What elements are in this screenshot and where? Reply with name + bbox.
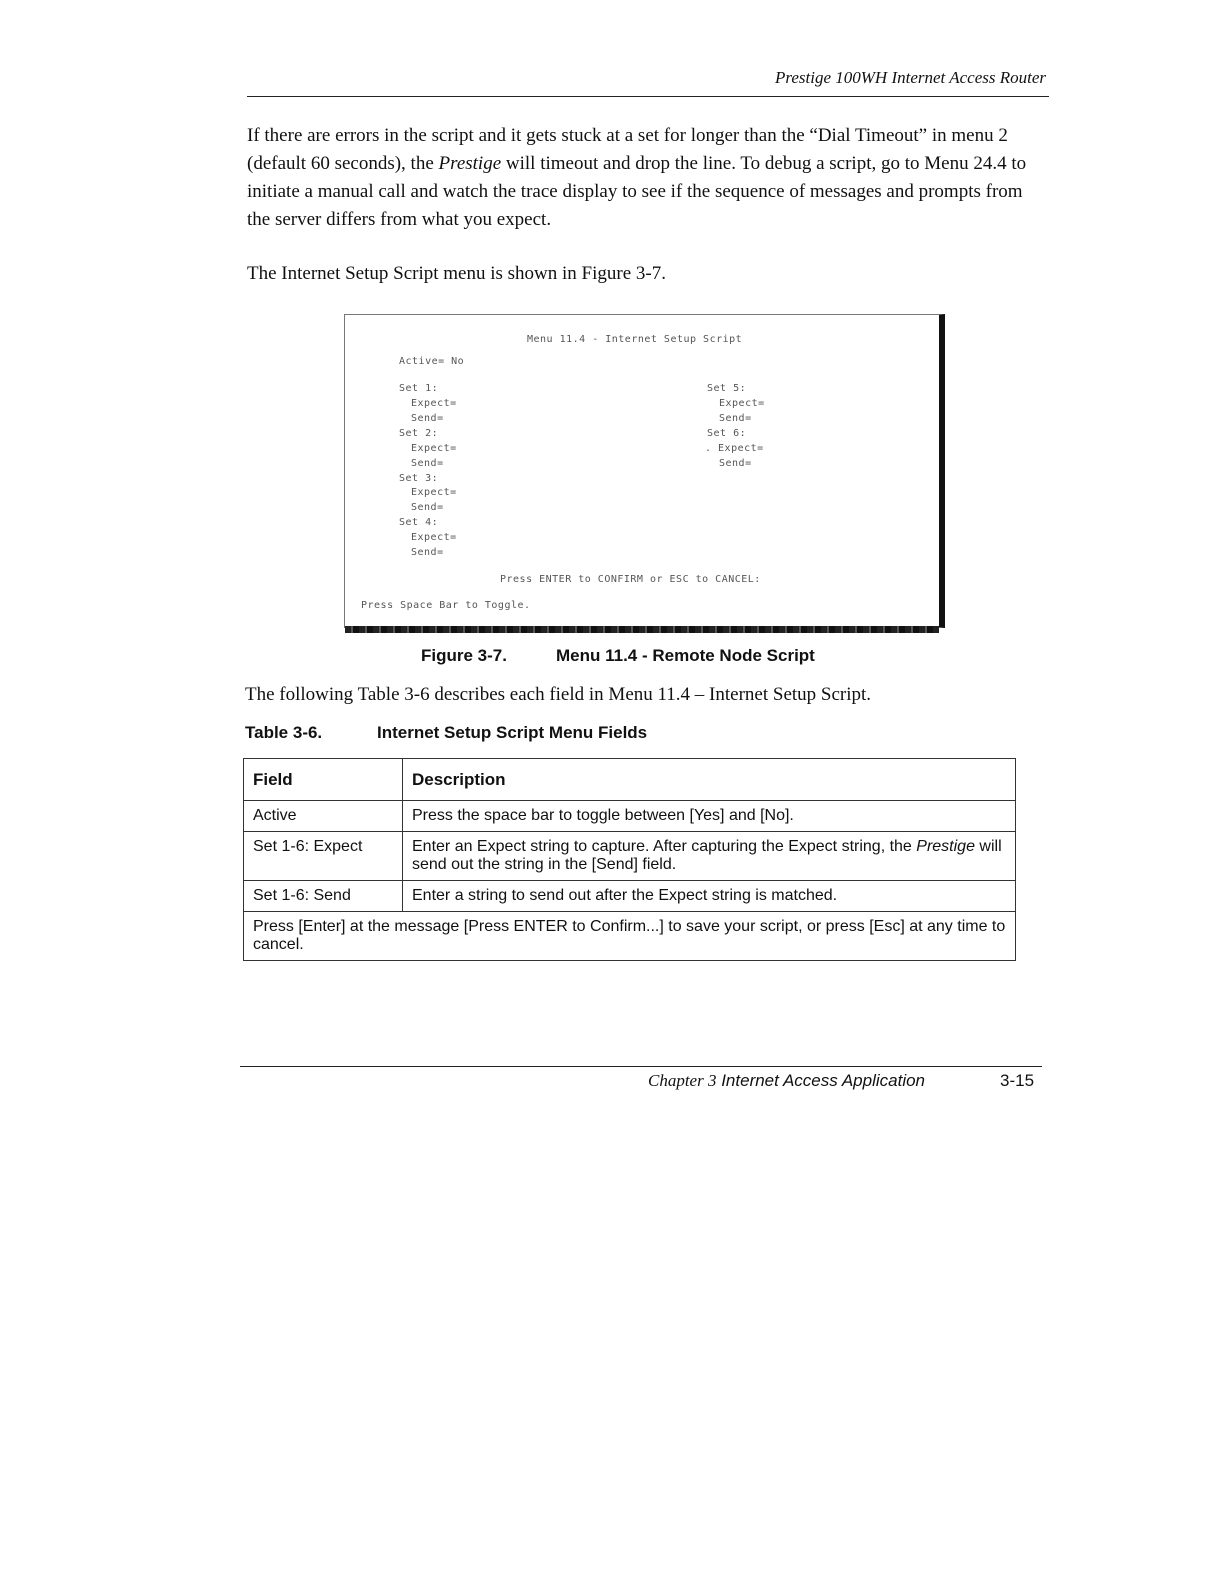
screen-bottom-border [345, 626, 939, 633]
figure-title: Menu 11.4 - Remote Node Script [556, 646, 815, 665]
description-cell [403, 832, 1016, 881]
screen-expect-field: . Expect= [705, 443, 764, 454]
table-footnote: Press [Enter] at the message [Press ENTER to Confirm...] to save your script, or press [Esc] at any time to cancel. [244, 912, 1016, 961]
screen-send-field: Send= [411, 502, 444, 513]
table-intro-text: The following Table 3-6 describes each field in Menu 11.4 – Internet Setup Script. [245, 684, 872, 705]
description-text: Enter a string to send out after the Expect string is matched. [412, 887, 838, 904]
screen-toggle-hint: Press Space Bar to Toggle. [361, 600, 531, 611]
screen-send-field: Send= [411, 413, 444, 424]
field-cell: Active [244, 801, 403, 832]
screen-set-label: Set 3: [399, 473, 439, 484]
description-cell [403, 881, 1016, 912]
description-text: Press the space bar to toggle between [Yes] and [No]. [412, 807, 794, 824]
menu-screen [344, 314, 945, 628]
intro-paragraph [247, 122, 1047, 234]
screen-active-field: Active= No [399, 356, 465, 367]
figure-caption [421, 646, 815, 666]
header-rule [247, 96, 1049, 97]
table-label: Table 3-6. [245, 723, 323, 742]
table-header-row [244, 759, 1016, 801]
screen-expect-field: Expect= [411, 487, 457, 498]
screen-send-field: Send= [719, 413, 752, 424]
field-cell: Set 1-6: Expect [244, 832, 403, 881]
table-row [244, 832, 1016, 881]
footer-chapter-word: Chapter 3 [648, 1071, 717, 1090]
para-text-a: If there are errors in the script and it gets stuck at a set for longer than the “Dial Timeout” in menu 2 (default 60 seconds), the [247, 125, 1008, 174]
screen-set-label: Set 6: [707, 428, 747, 439]
field-cell: Set 1-6: Send [244, 881, 403, 912]
figure-intro-text: The Internet Setup Script menu is shown in Figure 3-7. [247, 263, 666, 284]
table-row [244, 801, 1016, 832]
screen-send-field: Send= [719, 458, 752, 469]
description-text: will send out the string in the [Send] field. [412, 838, 1002, 873]
header-field: Field [244, 759, 403, 801]
footer-rule [240, 1066, 1042, 1067]
screen-expect-field: Expect= [411, 532, 457, 543]
screen-set-label: Set 5: [707, 383, 747, 394]
table-row [244, 881, 1016, 912]
table-footnote-row [244, 912, 1016, 961]
description-cell [403, 801, 1016, 832]
header-description: Description [403, 759, 1016, 801]
screen-send-field: Send= [411, 458, 444, 469]
screen-set-label: Set 4: [399, 517, 439, 528]
para-text-b: will timeout and drop the line. To debug a script, go to Menu 24.4 to initiate a manual call and watch the trace display to see if the sequence of messages and prompts from the server differs from what you expect. [247, 153, 1027, 230]
description-product-name: Prestige [916, 838, 975, 855]
screen-expect-field: Expect= [411, 443, 457, 454]
screen-confirm-prompt: Press ENTER to CONFIRM or ESC to CANCEL: [500, 574, 761, 585]
fields-table [243, 758, 1016, 961]
figure-label: Figure 3-7. [421, 646, 507, 665]
screen-expect-field: Expect= [411, 398, 457, 409]
screen-expect-field: Expect= [719, 398, 765, 409]
screen-set-label: Set 1: [399, 383, 439, 394]
para-product-name: Prestige [438, 153, 502, 174]
screen-title: Menu 11.4 - Internet Setup Script [527, 334, 743, 345]
table-caption [245, 723, 648, 743]
description-text: Enter an Expect string to capture. After capturing the Expect string, the [412, 838, 917, 855]
footer-chapter [648, 1071, 925, 1091]
screen-set-label: Set 2: [399, 428, 439, 439]
footer-chapter-title: Internet Access Application [716, 1071, 925, 1090]
running-header-title: Prestige 100WH Internet Access Router [775, 68, 1046, 87]
screen-send-field: Send= [411, 547, 444, 558]
table-title: Internet Setup Script Menu Fields [377, 723, 648, 742]
page-number: 3-15 [1000, 1071, 1035, 1090]
